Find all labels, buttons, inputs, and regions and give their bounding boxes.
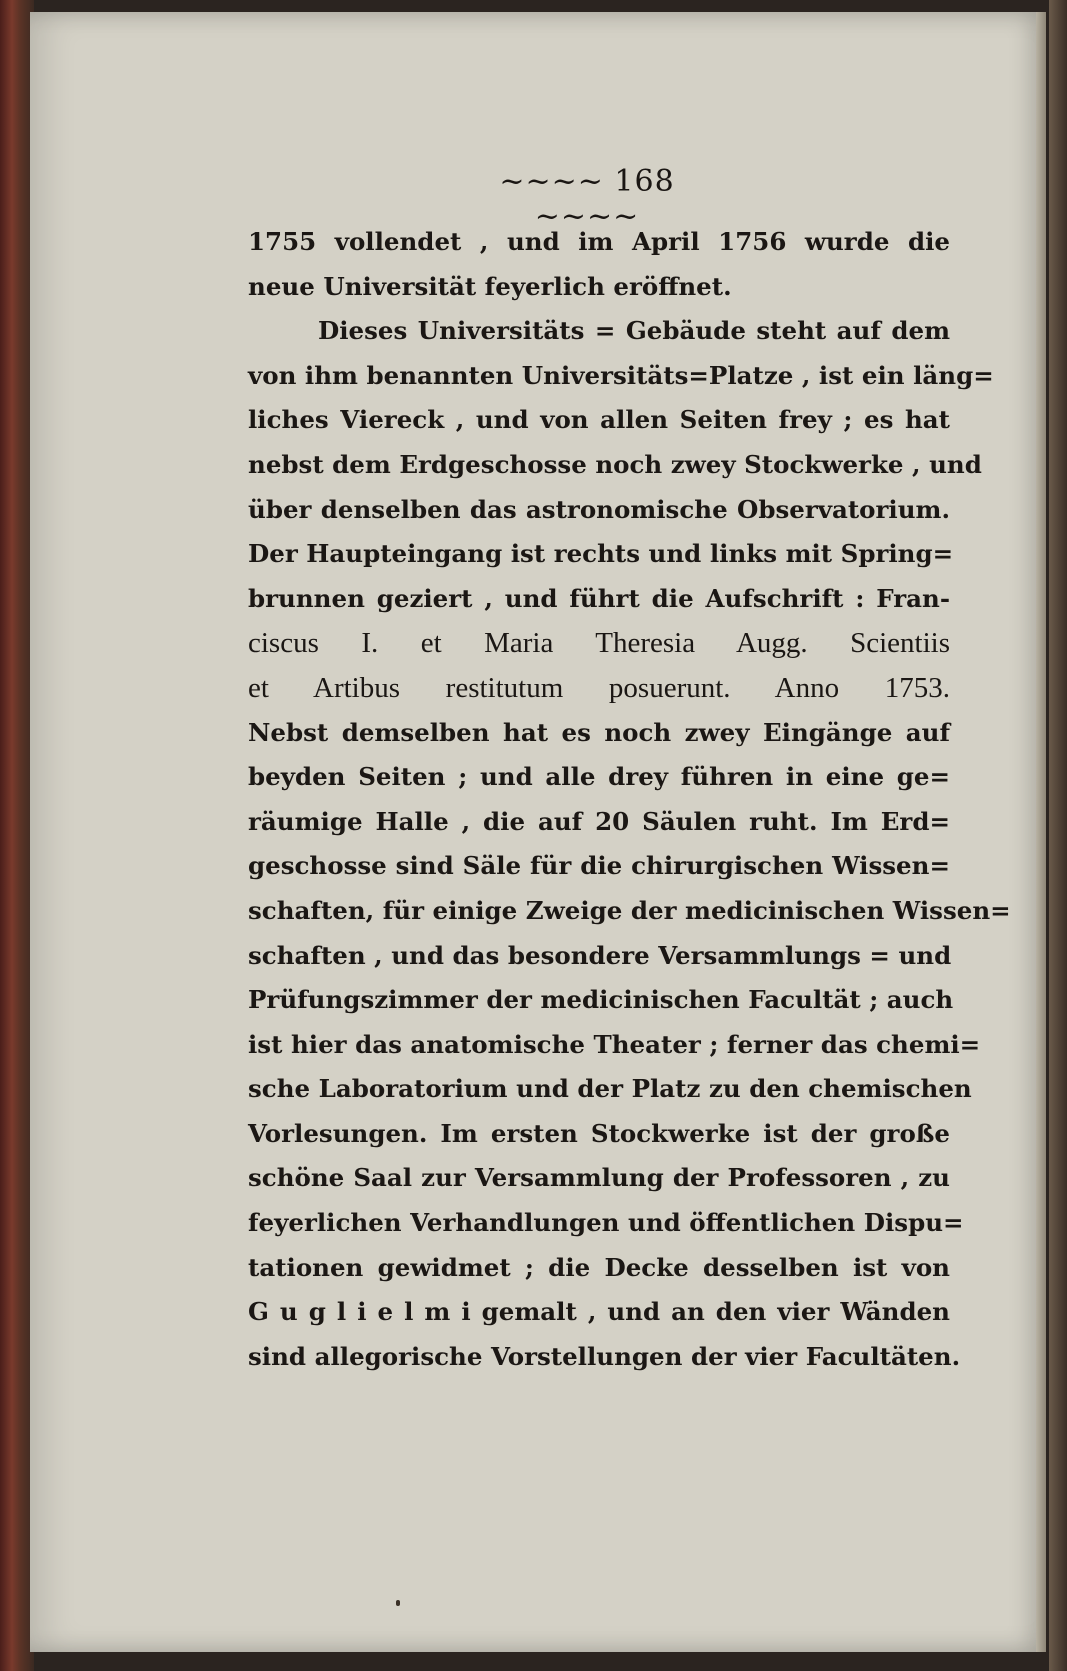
- page-number: ~~~~ 168 ~~~~: [499, 164, 675, 234]
- text-line: feyerlichen Verhandlungen und öffentlichen Dispu=: [248, 1208, 964, 1238]
- text-line: sind allegorische Vorstellungen der vier Facultäten.: [248, 1341, 961, 1371]
- text-line: Prüfungszimmer der medicinischen Facultät ; auch: [248, 985, 954, 1015]
- text-line: schaften, für einige Zweige der medicinischen Wissen=: [248, 895, 1011, 925]
- text-line: ist hier das anatomische Theater ; ferner das chemi=: [248, 1029, 981, 1059]
- text-line: sche Laboratorium und der Platz zu den chemischen: [248, 1074, 972, 1104]
- ink-mark: [396, 1600, 400, 1606]
- text-line: nebst dem Erdgeschosse noch zwey Stockwerke , und: [248, 449, 982, 479]
- text-line: beyden Seiten ; und alle drey führen in eine ge=: [248, 762, 950, 792]
- text-line: 1755 vollendet , und im April 1756 wurde die: [248, 227, 950, 256]
- text-line: tationen gewidmet ; die Decke desselben ist von: [248, 1252, 950, 1282]
- text-line: et Artibus restitutum posuerunt. Anno 1753.: [248, 671, 950, 704]
- text-line: von ihm benannten Universitäts=Platze , ist ein läng=: [248, 360, 994, 390]
- text-line: ciscus I. et Maria Theresia Augg. Scientiis: [248, 627, 950, 660]
- text-line: Dieses Universitäts = Gebäude steht auf dem: [318, 316, 950, 346]
- page-edge: [1036, 12, 1046, 1652]
- text-line: schöne Saal zur Versammlung der Professoren , zu: [248, 1163, 950, 1193]
- text-line: geschosse sind Säle für die chirurgischen Wissen=: [248, 851, 950, 881]
- text-line: Vorlesungen. Im ersten Stockwerke ist der große: [248, 1118, 950, 1148]
- text-line: schaften , und das besondere Versammlungs = und: [248, 940, 952, 970]
- text-line: liches Viereck , und von allen Seiten frey ; es hat: [248, 405, 950, 435]
- text-line: räumige Halle , die auf 20 Säulen ruht. Im Erd=: [248, 806, 950, 836]
- book-binding-right: [1049, 0, 1067, 1671]
- text-line: G u g l i e l m i gemalt , und an den vier Wänden: [248, 1297, 950, 1327]
- text-line: über denselben das astronomische Observatorium.: [248, 494, 950, 524]
- body-text: [248, 220, 1011, 1379]
- book-binding-left: [0, 0, 34, 1671]
- text-line: neue Universität feyerlich eröffnet.: [248, 271, 732, 301]
- text-line: Nebst demselben hat es noch zwey Eingänge auf: [248, 717, 950, 747]
- text-line: brunnen geziert , und führt die Aufschrift : Fran-: [248, 583, 950, 613]
- text-line: Der Haupteingang ist rechts und links mit Spring=: [248, 539, 954, 569]
